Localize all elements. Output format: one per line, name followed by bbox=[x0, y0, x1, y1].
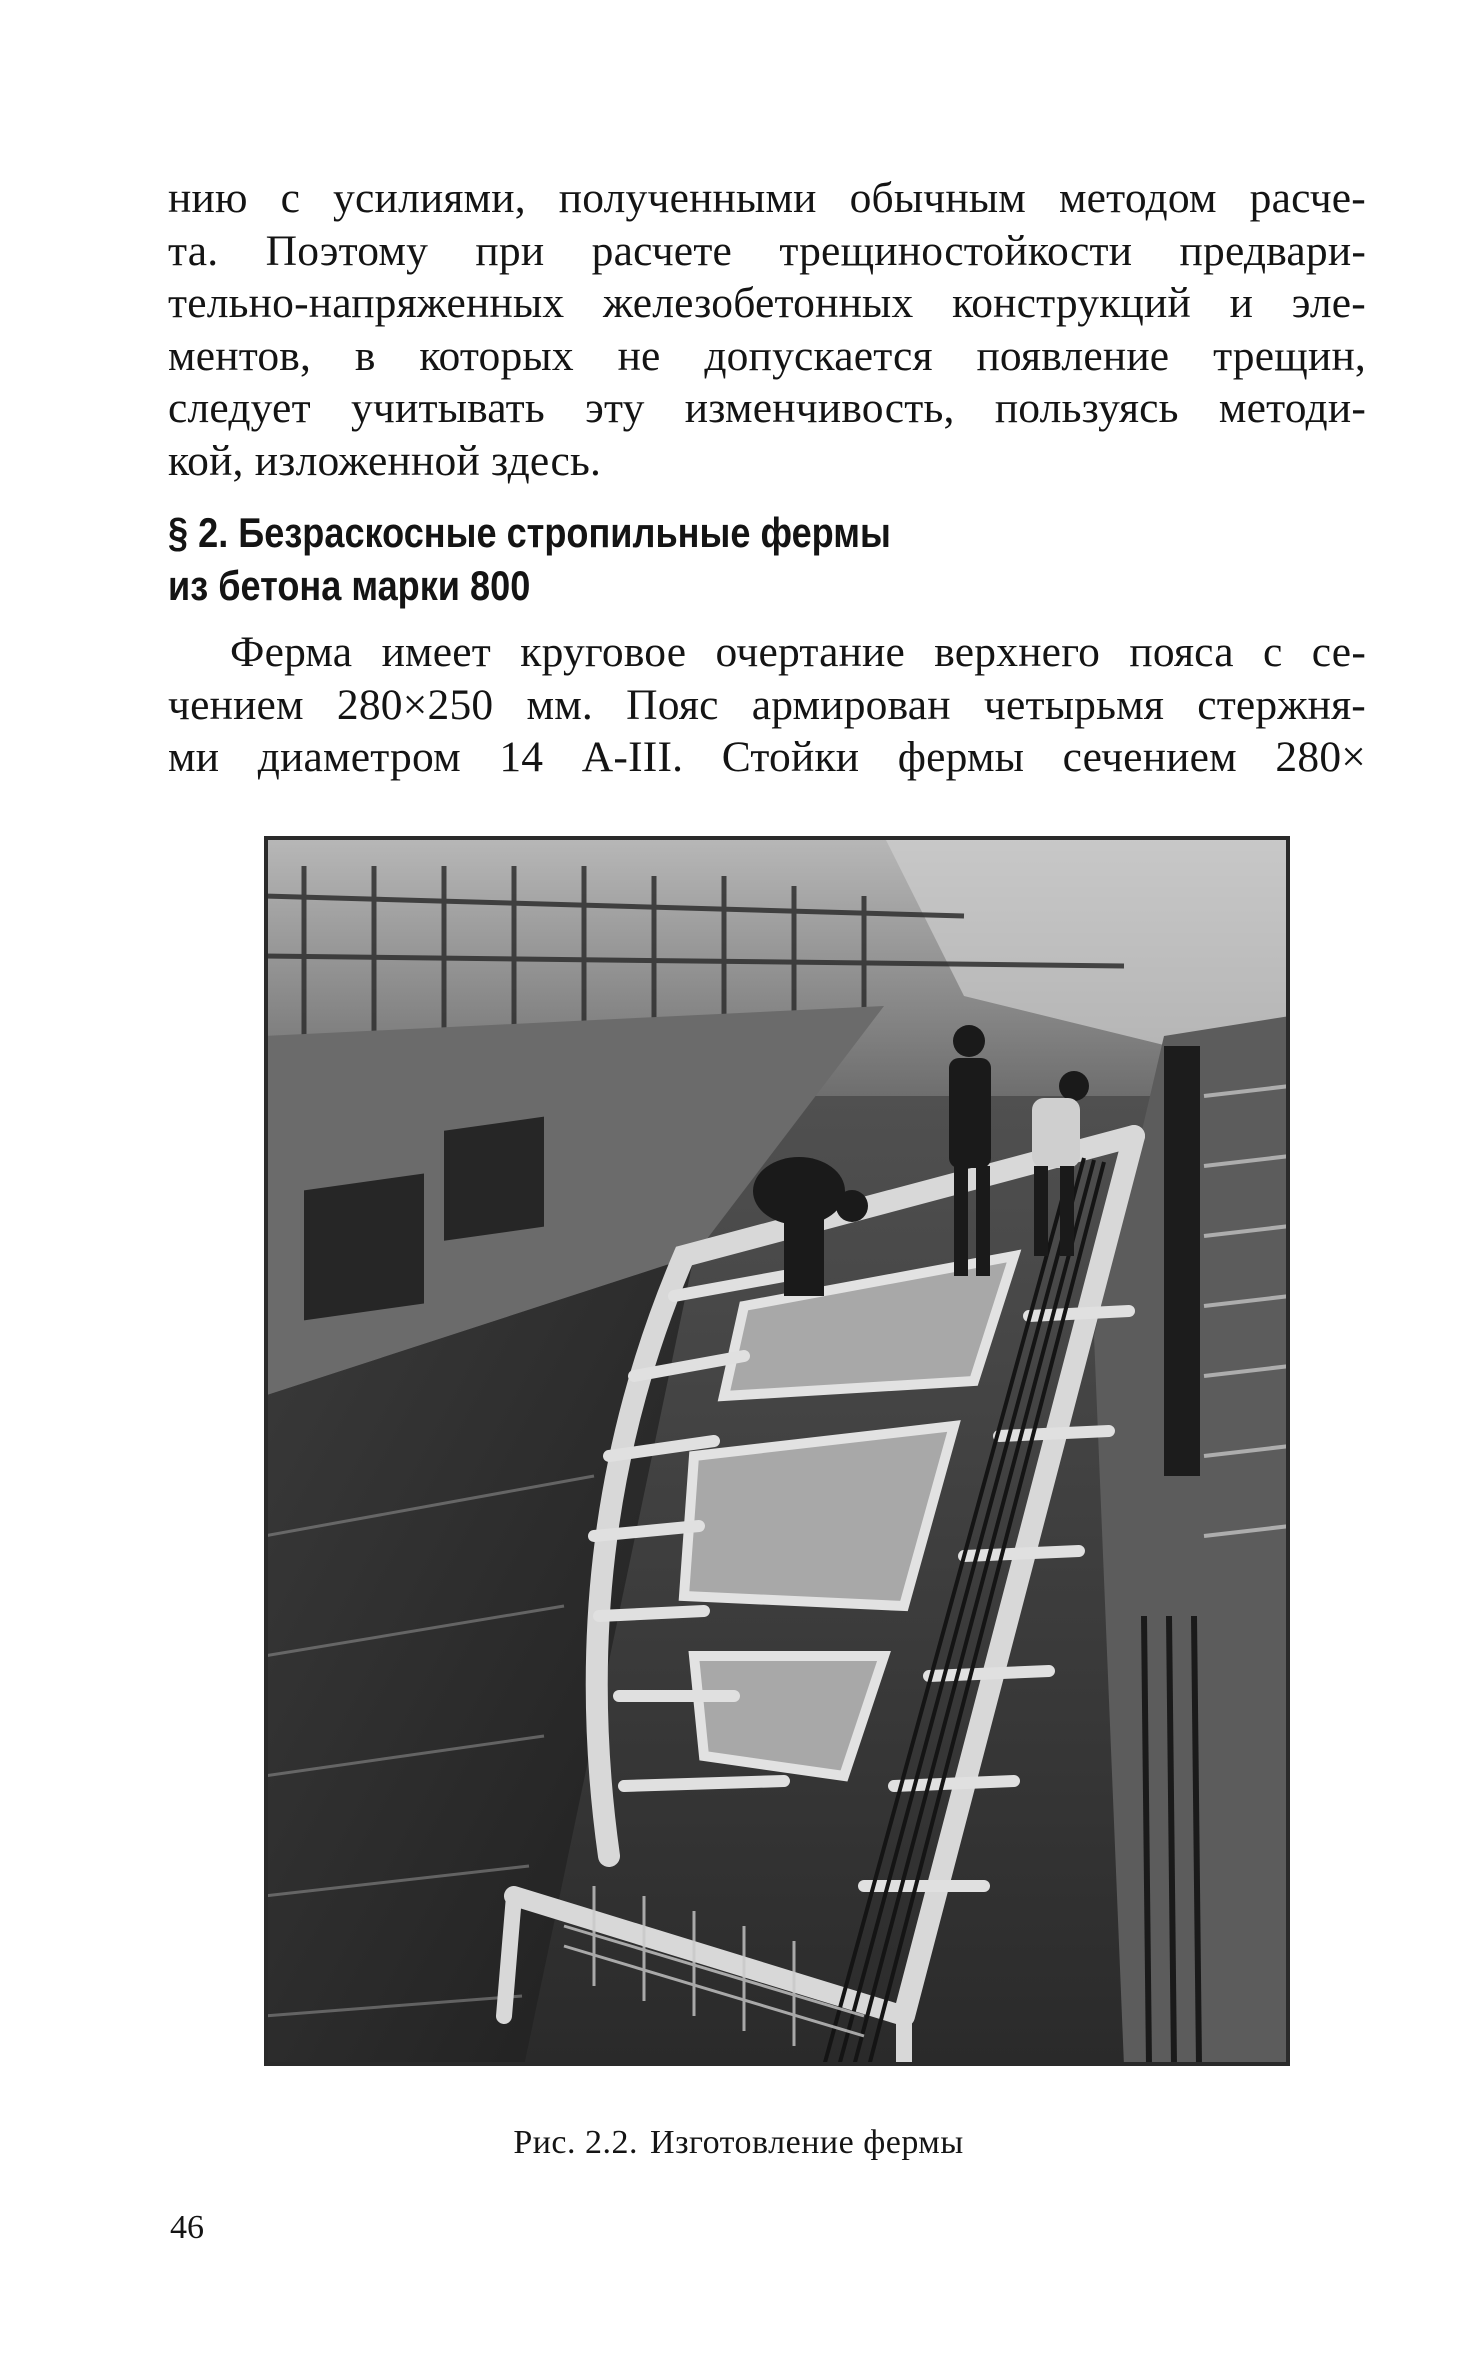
figure-caption-text: Изготовление фермы bbox=[650, 2124, 964, 2161]
text-line: Ферма имеет круговое очертание верхнего пояса с се- bbox=[230, 628, 1366, 676]
section-heading-line: § 2. Безраскосные стропильные фермы bbox=[168, 509, 891, 556]
figure-caption bbox=[0, 2123, 1477, 2163]
text-line: чением 280×250 мм. Пояс армирован четырьмя стержня- bbox=[168, 680, 1366, 729]
truss-fabrication-photo bbox=[264, 836, 1290, 2066]
paragraph-intro bbox=[168, 172, 1366, 487]
section-heading-line: из бетона марки 800 bbox=[168, 562, 531, 609]
text-line: нию с усилиями, полученными обычным методом расче- bbox=[168, 174, 1366, 222]
text-line: ми диаметром 14 А-III. Стойки фермы сечением 280× bbox=[168, 733, 1366, 781]
page-number: 46 bbox=[170, 2209, 204, 2246]
text-line: тельно-напряженных железобетонных конструкций и эле- bbox=[168, 279, 1366, 327]
figure-caption-label: Рис. 2.2. bbox=[513, 2124, 639, 2161]
photo-illustration bbox=[264, 836, 1290, 2066]
text-line: ментов, в которых не допускается появление трещин, bbox=[168, 331, 1366, 380]
section-heading bbox=[168, 506, 1028, 612]
text-line: кой, изложенной здесь. bbox=[168, 436, 602, 485]
paragraph-truss bbox=[168, 626, 1366, 784]
text-line: следует учитывать эту изменчивость, пользуясь методи- bbox=[168, 384, 1366, 432]
text-line: та. Поэтому при расчете трещиностойкости предвари- bbox=[168, 226, 1366, 275]
